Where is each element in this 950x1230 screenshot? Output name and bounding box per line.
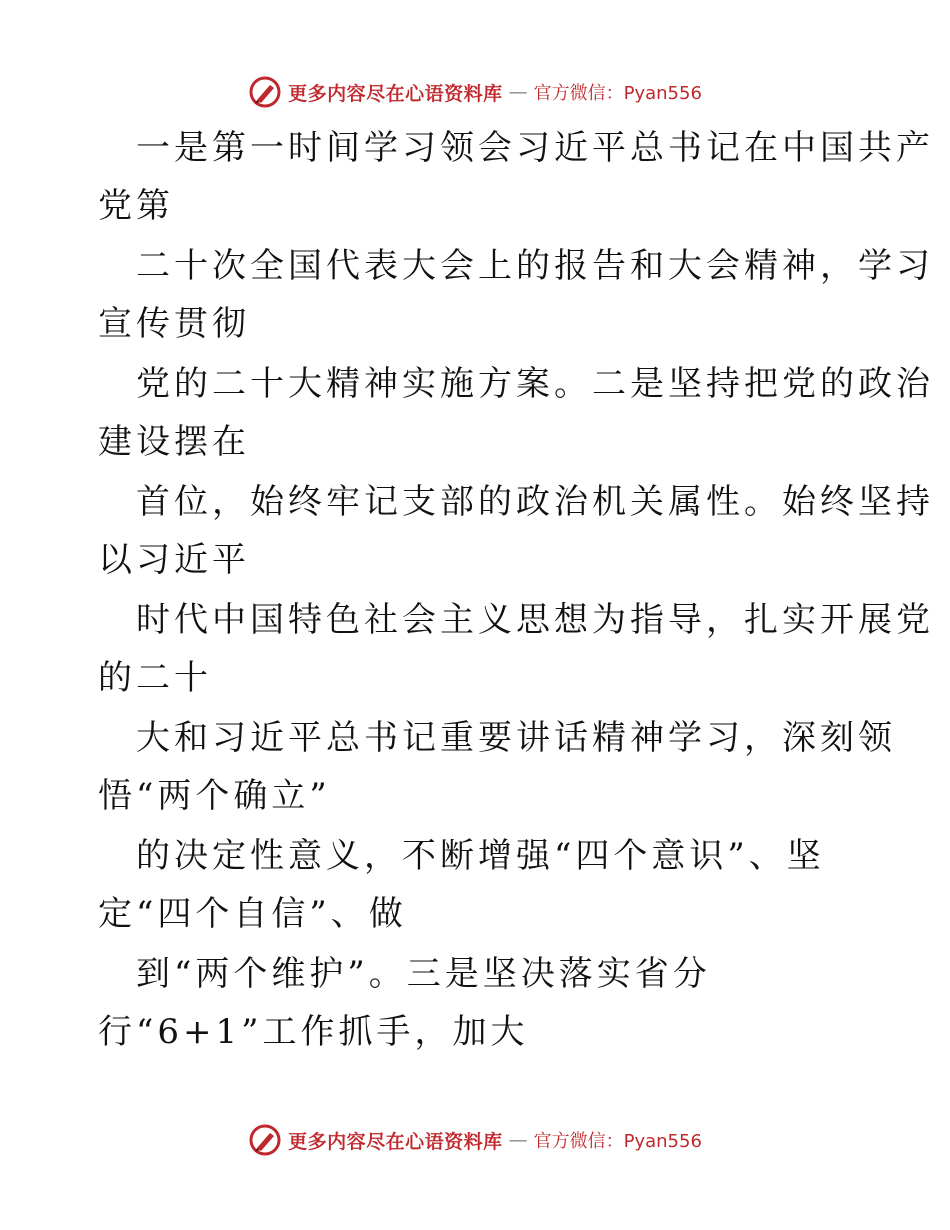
watermark-title: 更多内容尽在心语资料库 — [288, 82, 503, 105]
body-line: 以习近平 — [98, 540, 250, 580]
body-line: 党的二十大精神实施方案。二是坚持把党的政治 — [136, 364, 934, 404]
body-line: 定“四个自信”、做 — [98, 894, 407, 934]
footer-watermark — [0, 1120, 950, 1160]
body-line: 建设摆在 — [98, 422, 250, 462]
pen-logo-icon — [248, 75, 282, 109]
body-line: 到“两个维护”。三是坚决落实省分 — [136, 954, 711, 994]
watermark-title: 更多内容尽在心语资料库 — [288, 1130, 503, 1153]
body-line: 首位，始终牢记支部的政治机关属性。始终坚持 — [136, 482, 934, 522]
body-line: 时代中国特色社会主义思想为指导，扎实开展党 — [136, 600, 934, 640]
body-line: 二十次全国代表大会上的报告和大会精神，学习 — [136, 246, 934, 286]
body-line: 宣传贯彻 — [98, 304, 250, 344]
watermark-contact: 官方微信：Pyan556 — [533, 83, 702, 104]
body-line: 一是第一时间学习领会习近平总书记在中国共产 — [136, 128, 934, 168]
watermark-separator: — — [508, 81, 528, 103]
header-watermark — [0, 72, 950, 112]
pen-logo-icon — [248, 1123, 282, 1157]
watermark-contact: 官方微信：Pyan556 — [533, 1131, 702, 1152]
watermark-separator: — — [508, 1129, 528, 1151]
body-line: 党第 — [98, 186, 174, 226]
body-line: 行“6+1”工作抓手，加大 — [98, 1012, 529, 1052]
body-line: 大和习近平总书记重要讲话精神学习，深刻领 — [136, 718, 896, 758]
body-line: 的二十 — [98, 658, 212, 698]
body-line: 的决定性意义，不断增强“四个意识”、坚 — [136, 836, 825, 876]
body-line: 悟“两个确立” — [98, 776, 331, 816]
